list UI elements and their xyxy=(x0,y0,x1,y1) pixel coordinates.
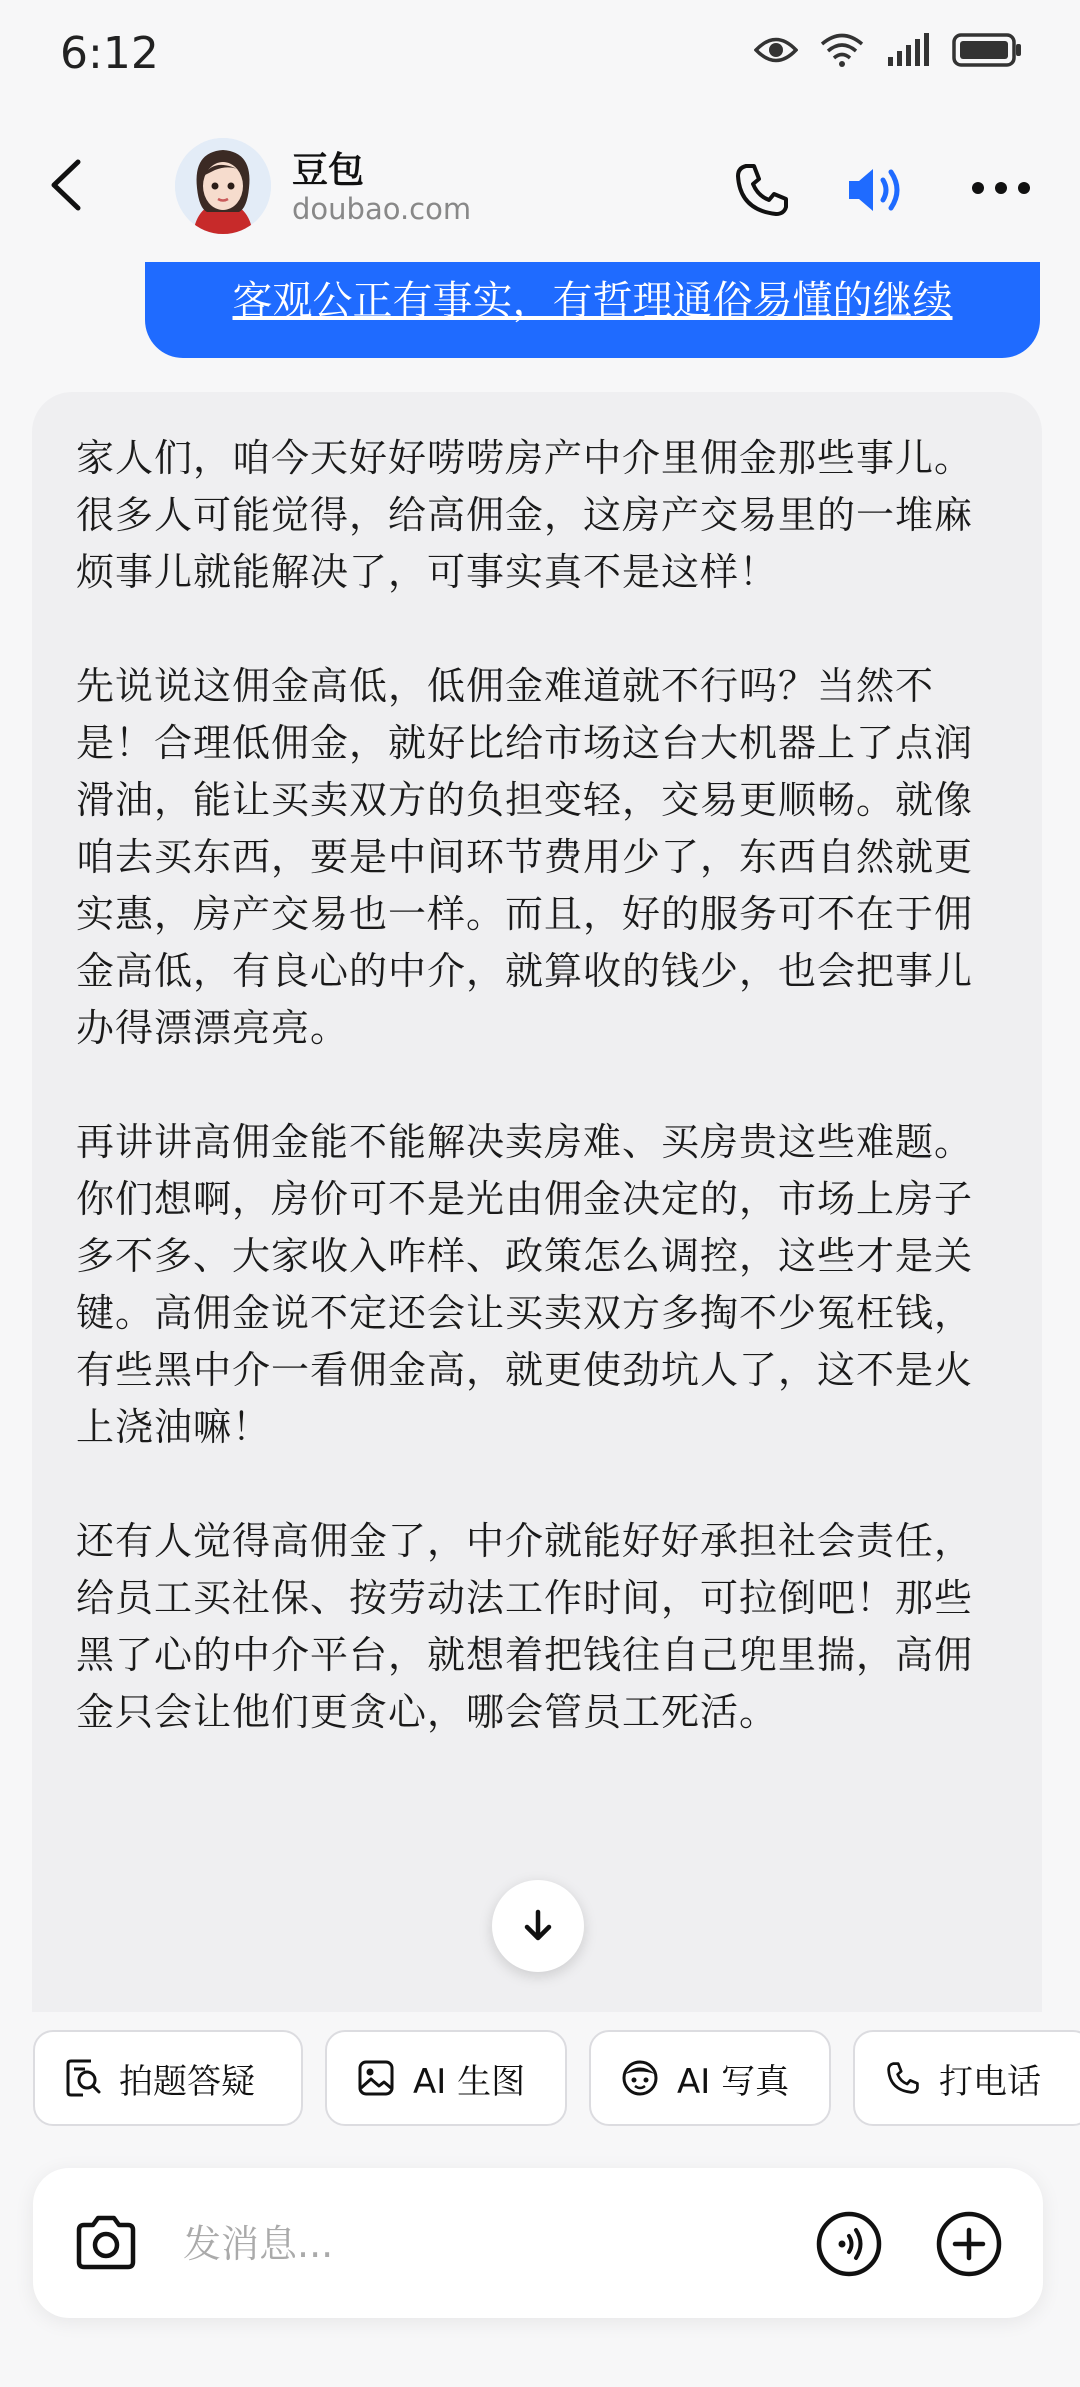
portrait-icon xyxy=(621,2059,659,2097)
phone-icon xyxy=(885,2060,921,2096)
bot-message-bubble xyxy=(32,392,1042,2012)
signal-icon xyxy=(886,33,930,67)
bot-message-text xyxy=(32,392,1042,1741)
eye-icon xyxy=(754,35,798,65)
chip-phone-call[interactable] xyxy=(853,2030,1080,2126)
chip-label: AI 写真 xyxy=(677,2061,790,2102)
call-button[interactable] xyxy=(732,160,792,220)
avatar[interactable] xyxy=(175,138,271,234)
plus-icon xyxy=(935,2210,1003,2278)
add-button[interactable] xyxy=(935,2210,1003,2278)
voice-wave-icon xyxy=(815,2210,883,2278)
user-message-bubble[interactable]: 客观公正有事实，有哲理通俗易懂的继续 xyxy=(145,262,1040,358)
speaker-button[interactable] xyxy=(845,160,911,220)
speaker-icon xyxy=(845,160,911,220)
chevron-left-icon xyxy=(40,150,100,220)
phone-icon xyxy=(732,160,792,220)
bot-paragraph: 还有人觉得高佣金了，中介就能好好承担社会责任，给员工买社保、按劳动法工作时间，可拉倒吧！那些黑了心的中介平台，就想着把钱往自己兜里揣，高佣金只会让他们更贪心，哪会管员工死活。 xyxy=(76,1519,974,1734)
bot-paragraph: 先说说这佣金高低，低佣金难道就不行吗？当然不是！合理低佣金，就好比给市场这台大机器上了点润滑油，能让买卖双方的负担变轻，交易更顺畅。就像咱去买东西，要是中间环节费用少了，东西自然就更实惠，房产交易也一样。而且，好的服务可不在于佣金高低，有良心的中介，就算收的钱少，也会把事儿办得漂漂亮亮。 xyxy=(76,664,974,1050)
message-input-bar xyxy=(33,2168,1043,2318)
chip-label: 拍题答疑 xyxy=(119,2061,255,2102)
bot-domain: doubao.com xyxy=(292,192,472,226)
status-bar xyxy=(0,0,1080,110)
chip-label: AI 生图 xyxy=(413,2061,526,2102)
chat-header xyxy=(0,120,1080,250)
arrow-down-icon xyxy=(518,1906,558,1946)
status-icons xyxy=(754,32,1022,68)
bot-name: 豆包 xyxy=(292,150,365,191)
bot-paragraph: 再讲讲高佣金能不能解决卖房难、买房贵这些难题。你们想啊，房价可不是光由佣金决定的，市场上房子多不多、大家收入咋样、政策怎么调控，这些才是关键。高佣金说不定还会让买卖双方多掏不少冤枉钱，有些黑中介一看佣金高，就更使劲坑人了，这不是火上浇油嘛！ xyxy=(76,1120,974,1449)
photo-question-icon xyxy=(65,2058,101,2098)
camera-icon xyxy=(73,2210,139,2276)
image-icon xyxy=(357,2059,395,2097)
message-input[interactable] xyxy=(181,2206,785,2282)
chip-ai-portrait[interactable] xyxy=(589,2030,831,2126)
status-time: 6:12 xyxy=(60,28,159,79)
bot-paragraph: 家人们，咱今天好好唠唠房产中介里佣金那些事儿。很多人可能觉得，给高佣金，这房产交易里的一堆麻烦事儿就能解决了，可事实真不是这样！ xyxy=(76,436,974,594)
more-icon xyxy=(966,168,1036,208)
wifi-icon xyxy=(820,33,864,67)
battery-icon xyxy=(952,32,1022,68)
camera-button[interactable] xyxy=(73,2210,139,2276)
more-button[interactable] xyxy=(966,168,1036,208)
quick-actions xyxy=(33,2030,1080,2130)
back-button[interactable] xyxy=(40,150,100,220)
voice-input-button[interactable] xyxy=(815,2210,883,2278)
chip-label: 打电话 xyxy=(939,2061,1041,2102)
chip-photo-question[interactable] xyxy=(33,2030,303,2126)
chip-ai-image[interactable] xyxy=(325,2030,567,2126)
scroll-to-bottom-button[interactable] xyxy=(492,1880,584,1972)
